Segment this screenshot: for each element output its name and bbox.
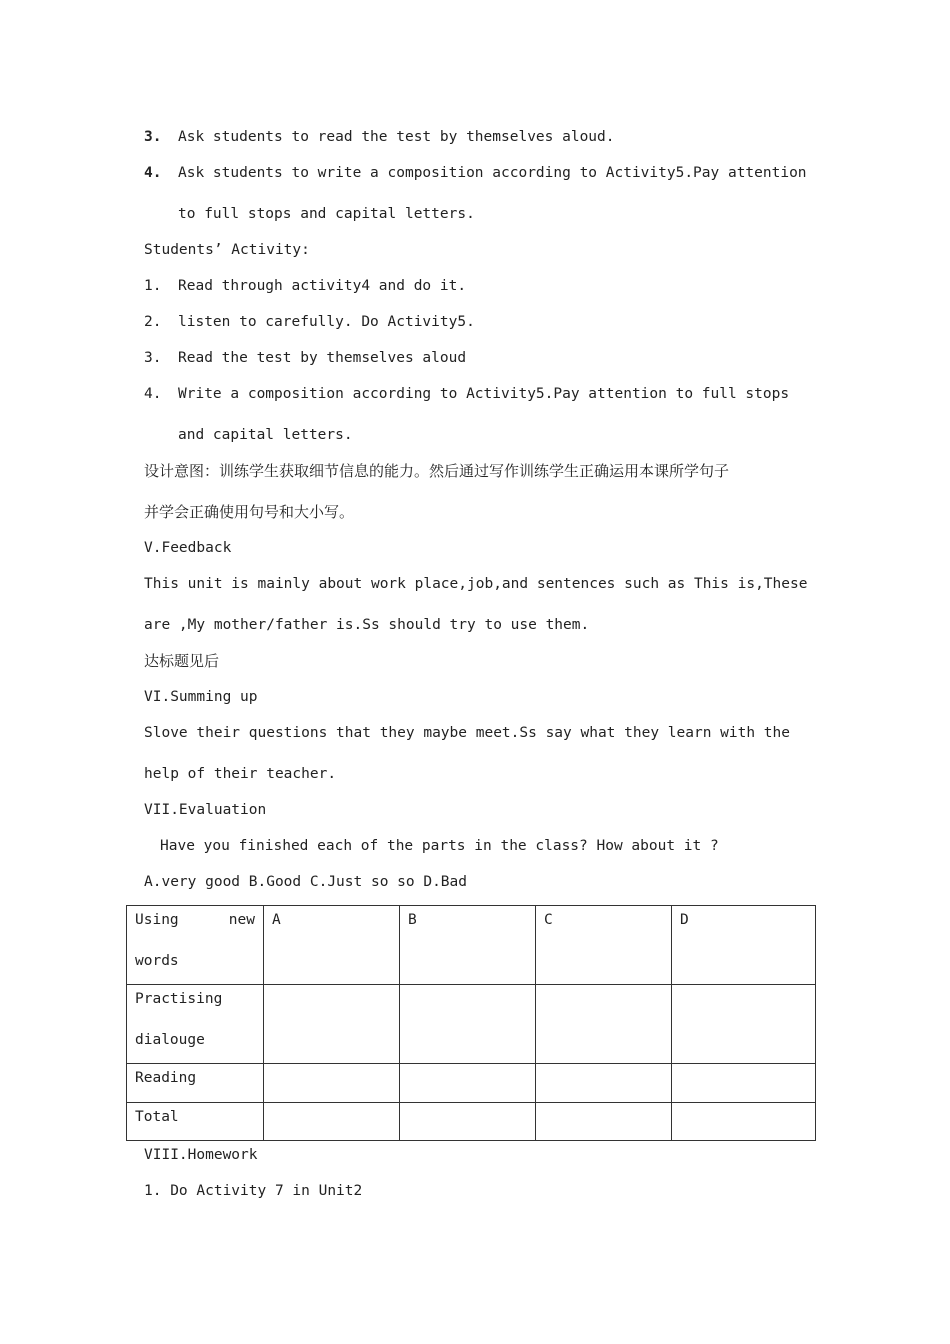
table-cell [264, 985, 400, 1064]
table-col-c: C [536, 906, 672, 985]
table-cell [400, 1064, 536, 1103]
summing-up-line-2: help of their teacher. [144, 766, 337, 782]
table-cell [400, 985, 536, 1064]
table-cell [536, 1064, 672, 1103]
table-cell-label: Practising dialouge [127, 985, 264, 1064]
teacher-step-4: 4. Ask students to write a composition according to Activity5.Pay attention [144, 165, 807, 181]
students-activity-heading: Students’ Activity: [144, 242, 310, 258]
table-cell [672, 985, 816, 1064]
table-row [127, 985, 816, 1064]
homework-heading: VIII.Homework [144, 1147, 258, 1163]
student-step-4-continued: and capital letters. [178, 427, 353, 443]
summing-up-heading: VI.Summing up [144, 689, 258, 705]
table-col-b: B [400, 906, 536, 985]
table-cell [536, 1103, 672, 1141]
homework-item-1: 1. Do Activity 7 in Unit2 [144, 1183, 363, 1199]
student-step-4: 4. Write a composition according to Activity5.Pay attention to full stops [144, 386, 790, 402]
table-cell-label: Total [127, 1103, 264, 1141]
summing-up-line-1: Slove their questions that they maybe meet.Ss say what they learn with the [144, 725, 791, 741]
table-row [127, 1103, 816, 1141]
evaluation-options: A.very good B.Good C.Just so so D.Bad [144, 874, 468, 890]
feedback-line-2: are ,My mother/father is.Ss should try to use them. [144, 617, 590, 633]
table-row [127, 1064, 816, 1103]
feedback-heading: V.Feedback [144, 540, 232, 556]
design-intent-line-2: 并学会正确使用句号和大小写。 [144, 503, 355, 521]
feedback-line-1: This unit is mainly about work place,job,and sentences such as This is,These [144, 576, 808, 592]
table-cell [400, 1103, 536, 1141]
table-cell [264, 1064, 400, 1103]
teacher-step-4-continued: to full stops and capital letters. [178, 206, 475, 222]
teacher-step-3: 3. Ask students to read the test by themselves aloud. [144, 129, 615, 145]
table-cell-label: Using new words [127, 906, 264, 985]
student-step-1: 1. Read through activity4 and do it. [144, 278, 467, 294]
table-col-d: D [672, 906, 816, 985]
student-step-2: 2. listen to carefully. Do Activity5. [144, 314, 475, 330]
table-cell [672, 1103, 816, 1141]
design-intent-line-1: 设计意图：训练学生获取细节信息的能力。然后通过写作训练学生正确运用本课所学句子 [144, 462, 730, 480]
table-cell-label: Reading [127, 1064, 264, 1103]
table-cell [264, 1103, 400, 1141]
table-row-header [127, 906, 816, 985]
test-note: 达标题见后 [144, 652, 220, 670]
evaluation-heading: VII.Evaluation [144, 802, 267, 818]
student-step-3: 3. Read the test by themselves aloud [144, 350, 467, 366]
table-col-a: A [264, 906, 400, 985]
evaluation-question: Have you finished each of the parts in the class? How about it ? [160, 838, 719, 854]
table-cell [536, 985, 672, 1064]
table-cell [672, 1064, 816, 1103]
evaluation-table [126, 905, 816, 1141]
